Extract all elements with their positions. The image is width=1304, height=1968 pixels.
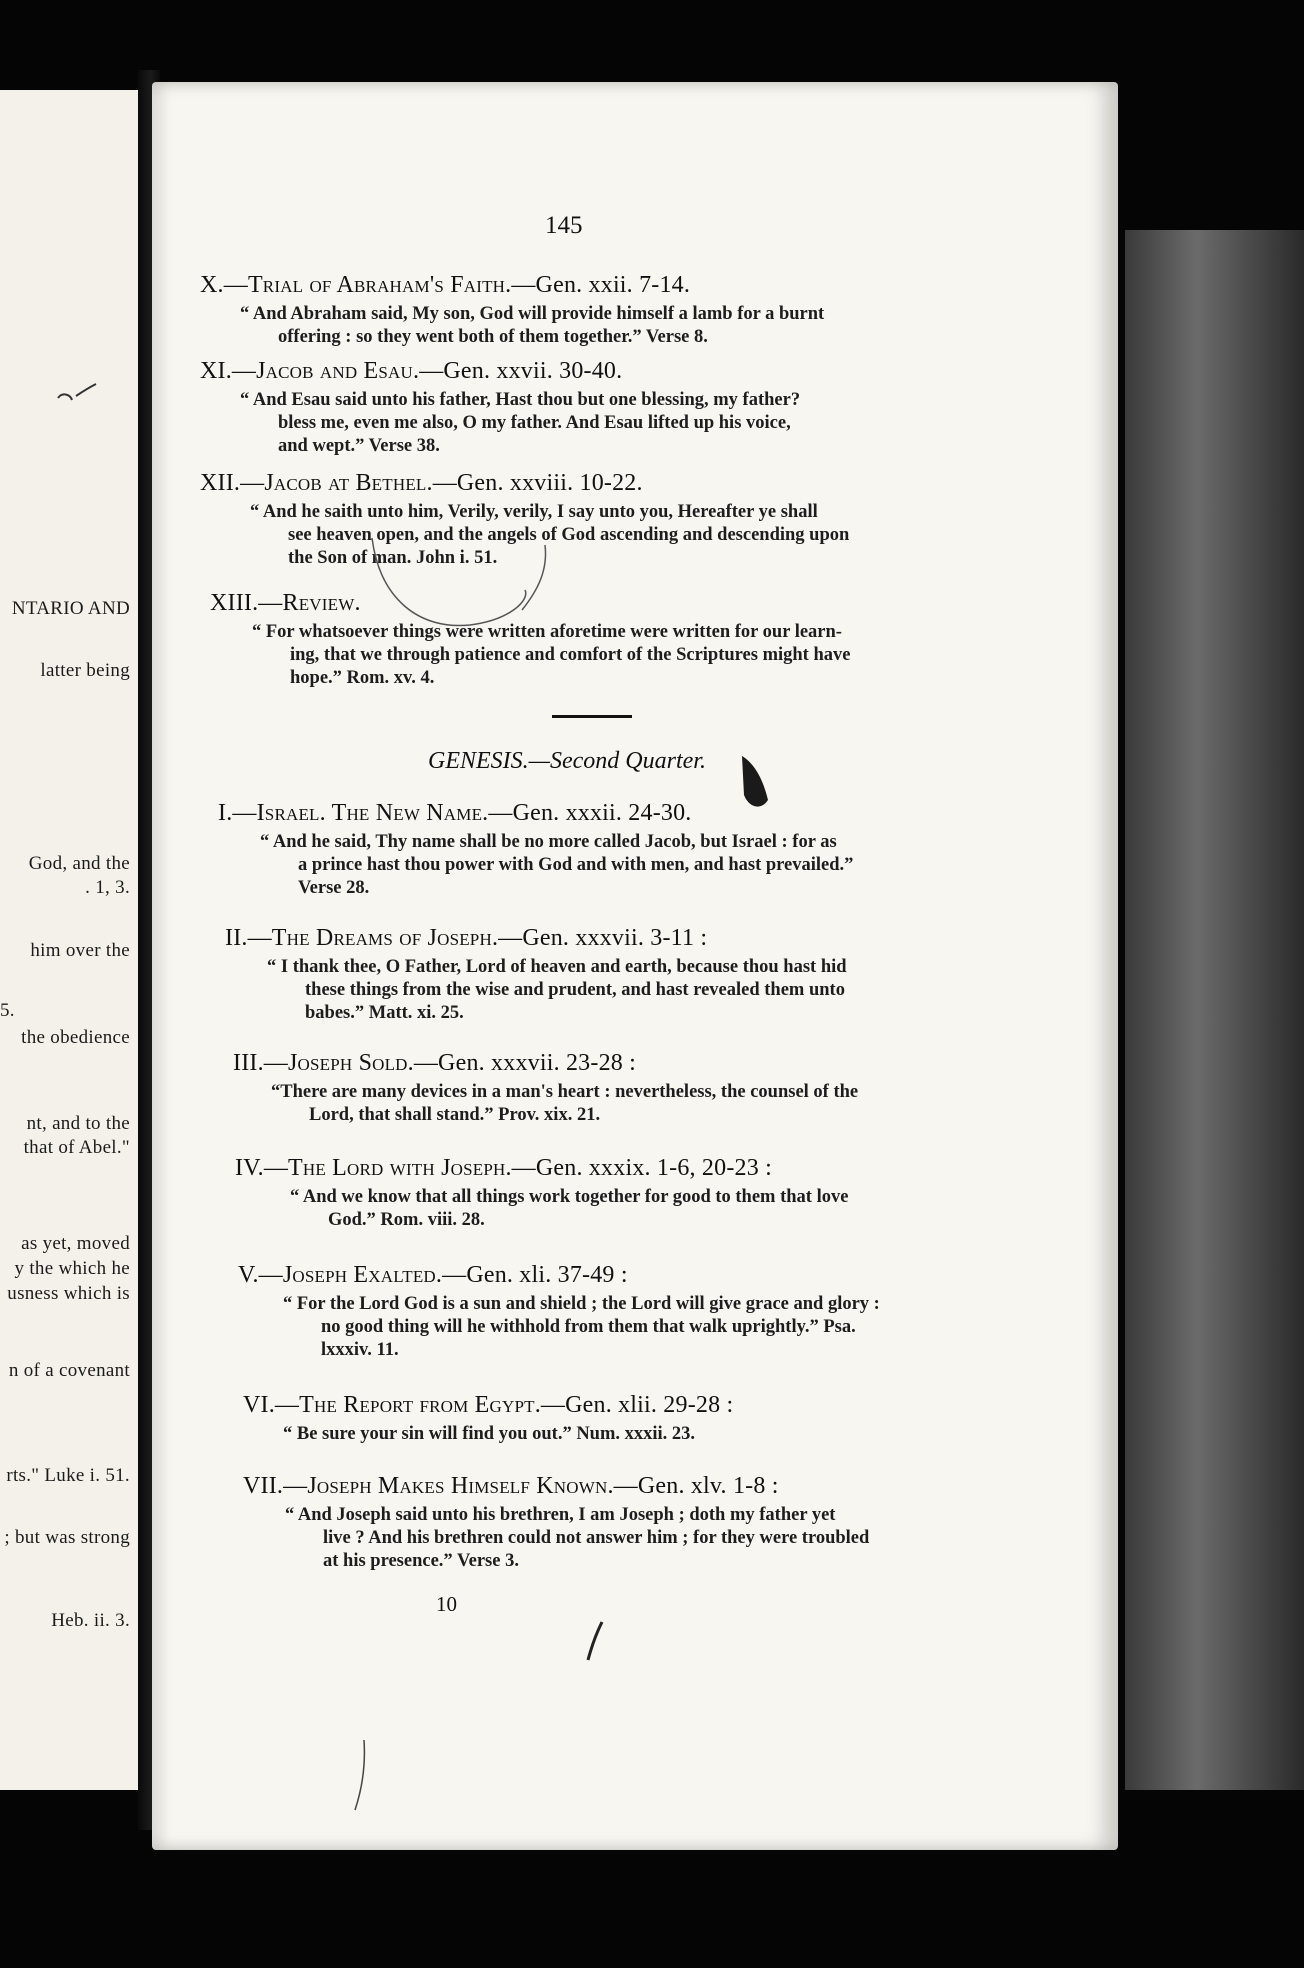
quote-line: “There are many devices in a man's heart : nevertheless, the counsel of the — [271, 1082, 859, 1102]
left-page-line: that of Abel." — [23, 1137, 130, 1158]
left-page-line: him over the — [30, 940, 130, 961]
lesson-number: I.— — [218, 800, 257, 826]
lesson-reference: —Gen. xlii. 29-28 : — [540, 1392, 734, 1418]
left-page-line: latter being — [40, 660, 130, 681]
quote-line: and wept.” Verse 38. — [278, 436, 440, 456]
lesson-number: XI.— — [200, 358, 257, 384]
left-page-line: ; but was strong — [4, 1527, 130, 1548]
section-title: GENESIS.—Second Quarter. — [428, 748, 706, 774]
quote-line: hope.” Rom. xv. 4. — [290, 668, 435, 688]
left-page-line: rts." Luke i. 51. — [6, 1465, 130, 1486]
lesson-title: Joseph Makes Himself Known. — [307, 1473, 614, 1499]
quote-line: Lord, that shall stand.” Prov. xix. 21. — [309, 1105, 601, 1125]
quote-line: lxxxiv. 11. — [321, 1340, 399, 1360]
left-page-line: God, and the — [28, 853, 130, 874]
left-page-line: nt, and to the — [26, 1113, 130, 1134]
lesson-reference: —Gen. xxxii. 24-30. — [488, 800, 692, 826]
lesson-number: III.— — [233, 1050, 288, 1076]
lesson-reference: —Gen. xxxvii. 23-28 : — [413, 1050, 637, 1076]
left-page-line: 5. — [0, 1000, 15, 1021]
lesson-reference: —Gen. xxvii. 30-40. — [419, 358, 623, 384]
left-page-line: NTARIO AND — [11, 598, 130, 619]
quote-line: “ For the Lord God is a sun and shield ; the Lord will give grace and glory : — [283, 1294, 880, 1314]
left-page-line: the obedience — [21, 1027, 130, 1048]
quote-line: Verse 28. — [298, 878, 370, 898]
quote-line: bless me, even me also, O my father. And Esau lifted up his voice, — [278, 413, 791, 433]
lesson-reference: —Gen. xxxix. 1-6, 20-23 : — [511, 1155, 772, 1181]
quote-line: these things from the wise and prudent, and hast revealed them unto — [305, 980, 845, 1000]
left-page-line: Heb. ii. 3. — [51, 1610, 130, 1631]
page-number: 145 — [545, 212, 583, 239]
lesson-title: The Dreams of Joseph. — [271, 925, 499, 951]
quote-line: “ And he said, Thy name shall be no more called Jacob, but Israel : for as — [260, 832, 837, 852]
lesson-reference: —Gen. xlv. 1-8 : — [613, 1473, 779, 1499]
lesson-title: The Report from Egypt. — [299, 1392, 541, 1418]
lesson-reference: —Gen. xxviii. 10-22. — [432, 470, 643, 496]
lesson-reference: —Gen. xxii. 7-14. — [511, 272, 691, 298]
quote-line: “ And we know that all things work together for good to them that love — [290, 1187, 849, 1207]
quote-line: babes.” Matt. xi. 25. — [305, 1003, 464, 1023]
lesson-number: XIII.— — [210, 590, 283, 616]
lesson-title: Trial of Abraham's Faith. — [247, 272, 512, 298]
quote-line: the Son of man. John i. 51. — [288, 548, 498, 568]
quote-line: God.” Rom. viii. 28. — [328, 1210, 485, 1230]
lesson-title: The Lord with Joseph. — [288, 1155, 512, 1181]
lesson-reference: —Gen. xli. 37-49 : — [442, 1262, 628, 1288]
lesson-number: VI.— — [243, 1392, 300, 1418]
lesson-title: Joseph Sold. — [287, 1050, 414, 1076]
quote-line: “ And Joseph said unto his brethren, I am Joseph ; doth my father yet — [285, 1505, 836, 1525]
left-page-line: . 1, 3. — [85, 877, 130, 898]
lesson-number: V.— — [238, 1262, 283, 1288]
left-page-line: y the which he — [14, 1258, 130, 1279]
lesson-title: Jacob at Bethel. — [264, 470, 433, 496]
quote-line: a prince hast thou power with God and with men, and hast prevailed.” — [298, 855, 854, 875]
quote-line: “ And Esau said unto his father, Hast thou but one blessing, my father? — [240, 390, 801, 410]
left-page-line: n of a covenant — [8, 1360, 130, 1381]
quote-line: “ Be sure your sin will find you out.” Num. xxxii. 23. — [283, 1424, 696, 1444]
lesson-title: Jacob and Esau. — [256, 358, 420, 384]
quote-line: “ And he saith unto him, Verily, verily, I say unto you, Hereafter ye shall — [250, 502, 818, 522]
lesson-title: Review. — [282, 590, 361, 616]
lesson-title: Joseph Exalted. — [282, 1262, 443, 1288]
lesson-number: II.— — [225, 925, 272, 951]
lesson-number: X.— — [200, 272, 248, 298]
quote-line: live ? And his brethren could not answer him ; for they were troubled — [323, 1528, 870, 1548]
quote-line: “ For whatsoever things were written aforetime were written for our learn- — [252, 622, 842, 642]
quote-line: see heaven open, and the angels of God ascending and descending upon — [288, 525, 850, 545]
quote-line: no good thing will he withhold from them that walk uprightly.” Psa. — [321, 1317, 856, 1337]
lesson-reference: —Gen. xxxvii. 3-11 : — [498, 925, 708, 951]
quote-line: “ I thank thee, O Father, Lord of heaven and earth, because thou hast hid — [267, 957, 847, 977]
quote-line: ing, that we through patience and comfort of the Scriptures might have — [290, 645, 851, 665]
lesson-number: IV.— — [235, 1155, 289, 1181]
lesson-number: VII.— — [243, 1473, 308, 1499]
signature-mark: 10 — [436, 1592, 457, 1616]
lesson-title: Israel. The New Name. — [256, 800, 489, 826]
left-page-line: usness which is — [7, 1283, 130, 1304]
quote-line: “ And Abraham said, My son, God will provide himself a lamb for a burnt — [240, 304, 825, 324]
quote-line: at his presence.” Verse 3. — [323, 1551, 519, 1571]
quote-line: offering : so they went both of them together.” Verse 8. — [278, 327, 708, 347]
lesson-number: XII.— — [200, 470, 265, 496]
left-page-line: as yet, moved — [21, 1233, 130, 1254]
